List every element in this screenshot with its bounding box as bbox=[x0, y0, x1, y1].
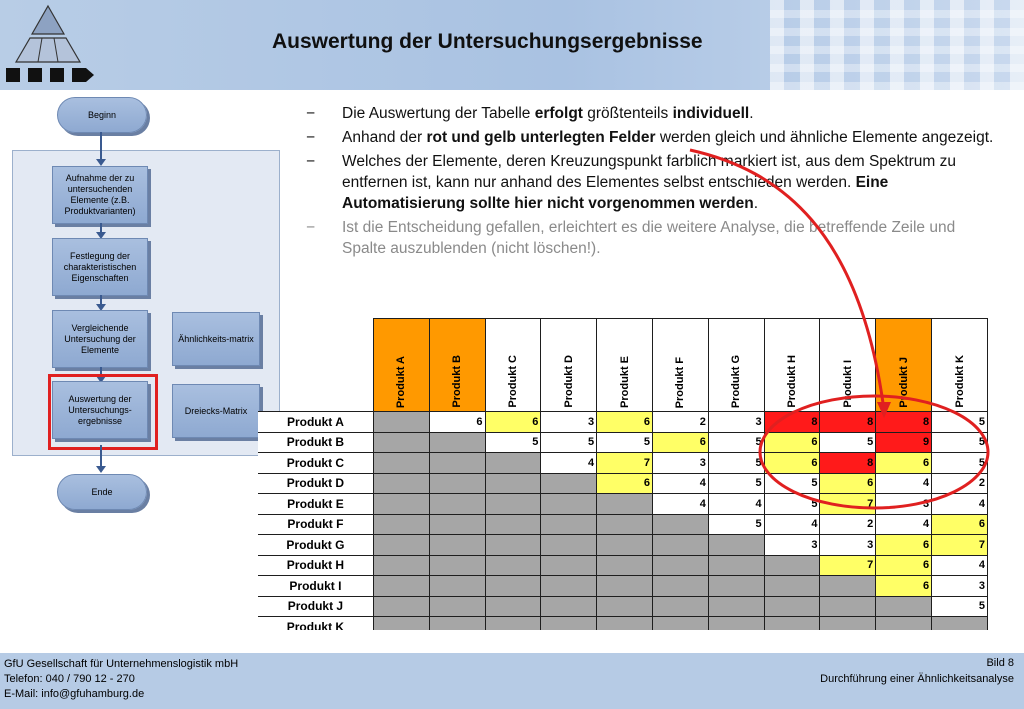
footer-bar bbox=[0, 653, 1024, 709]
header-grid-decoration bbox=[770, 0, 1024, 90]
flow-start-node bbox=[57, 97, 147, 133]
matrix-column-header bbox=[820, 319, 876, 412]
matrix-row bbox=[258, 535, 988, 556]
matrix-cell bbox=[485, 535, 541, 556]
matrix-column-header bbox=[764, 319, 820, 412]
matrix-cell bbox=[485, 617, 541, 631]
matrix-cell bbox=[429, 596, 485, 617]
matrix-cell bbox=[541, 514, 597, 535]
matrix-cell bbox=[373, 576, 429, 597]
bullet-bold: Eine Automatisierung sollte hier nicht vorgenommen werden bbox=[342, 174, 889, 212]
footer-email: E-Mail: info@gfuhamburg.de bbox=[4, 688, 145, 700]
matrix-cell: 5 bbox=[708, 432, 764, 453]
matrix-cell bbox=[429, 535, 485, 556]
flow-start-label: Beginn bbox=[87, 109, 117, 120]
header-bar bbox=[0, 0, 1024, 90]
matrix-cell: 9 bbox=[876, 432, 932, 453]
matrix-cell: 5 bbox=[932, 453, 988, 474]
matrix-cell bbox=[932, 617, 988, 631]
flow-step-aufnahme bbox=[52, 166, 148, 224]
matrix-row bbox=[258, 494, 988, 515]
matrix-cell: 8 bbox=[764, 412, 820, 433]
flow-end-node bbox=[57, 474, 147, 510]
matrix-cell: 4 bbox=[876, 473, 932, 494]
similarity-matrix bbox=[258, 318, 988, 630]
matrix-row-header: Produkt I bbox=[258, 576, 373, 597]
matrix-cell: 5 bbox=[820, 432, 876, 453]
matrix-cell bbox=[485, 514, 541, 535]
footer-company: GfU Gesellschaft für Unternehmenslogistik mbH bbox=[4, 658, 239, 670]
flow-step-vergleich-label: Vergleichende Untersuchung der Elemente bbox=[64, 322, 136, 355]
matrix-cell: 4 bbox=[932, 555, 988, 576]
matrix-column-header bbox=[932, 319, 988, 412]
bullet-item: − Ist die Entscheidung gefallen, erleichtert es die weitere Analyse, die betreffende Zeile und Spalte auszublenden (nicht löschen!). bbox=[306, 219, 956, 257]
matrix-cell bbox=[429, 473, 485, 494]
flow-side-dreiecksmatrix-label: Dreiecks-Matrix bbox=[184, 405, 248, 416]
matrix-cell bbox=[652, 576, 708, 597]
matrix-cell: 3 bbox=[932, 576, 988, 597]
matrix-row bbox=[258, 596, 988, 617]
matrix-cell: 6 bbox=[764, 432, 820, 453]
matrix-row bbox=[258, 412, 988, 433]
matrix-row bbox=[258, 617, 988, 631]
matrix-cell bbox=[429, 432, 485, 453]
bullet-bold: erfolgt bbox=[534, 105, 583, 122]
matrix-column-header bbox=[541, 319, 597, 412]
matrix-cell: 5 bbox=[541, 432, 597, 453]
bullet-text: werden gleich und ähnliche Elemente angezeigt. bbox=[655, 129, 994, 146]
matrix-cell: 2 bbox=[932, 473, 988, 494]
matrix-cell bbox=[764, 596, 820, 617]
matrix-cell bbox=[652, 555, 708, 576]
matrix-cell: 6 bbox=[876, 535, 932, 556]
matrix-cell: 3 bbox=[820, 535, 876, 556]
matrix-cell: 7 bbox=[932, 535, 988, 556]
matrix-cell bbox=[597, 617, 653, 631]
flow-arrow bbox=[100, 295, 102, 305]
matrix-table bbox=[258, 318, 988, 630]
matrix-cell: 2 bbox=[652, 412, 708, 433]
matrix-row bbox=[258, 576, 988, 597]
matrix-cell bbox=[652, 617, 708, 631]
matrix-cell: 5 bbox=[764, 473, 820, 494]
matrix-column-header bbox=[597, 319, 653, 412]
matrix-cell: 3 bbox=[764, 535, 820, 556]
company-logo-icon bbox=[4, 4, 96, 86]
matrix-row-header: Produkt F bbox=[258, 514, 373, 535]
matrix-row-header: Produkt J bbox=[258, 596, 373, 617]
matrix-cell bbox=[373, 514, 429, 535]
matrix-column-header bbox=[429, 319, 485, 412]
matrix-cell bbox=[764, 617, 820, 631]
matrix-cell: 6 bbox=[820, 473, 876, 494]
matrix-cell: 4 bbox=[708, 494, 764, 515]
matrix-cell bbox=[876, 617, 932, 631]
matrix-cell: 6 bbox=[652, 432, 708, 453]
matrix-column-label: Produkt I bbox=[841, 360, 854, 408]
matrix-cell: 2 bbox=[820, 514, 876, 535]
matrix-cell: 6 bbox=[764, 453, 820, 474]
matrix-column-header bbox=[876, 319, 932, 412]
matrix-column-label: Produkt D bbox=[562, 355, 575, 408]
matrix-cell: 4 bbox=[652, 473, 708, 494]
matrix-cell: 4 bbox=[764, 514, 820, 535]
flow-end-label: Ende bbox=[91, 486, 113, 497]
matrix-cell bbox=[429, 555, 485, 576]
matrix-cell: 5 bbox=[932, 432, 988, 453]
matrix-cell bbox=[541, 535, 597, 556]
matrix-cell: 6 bbox=[597, 473, 653, 494]
matrix-cell bbox=[373, 535, 429, 556]
matrix-cell bbox=[373, 494, 429, 515]
matrix-cell: 7 bbox=[820, 494, 876, 515]
matrix-cell bbox=[485, 494, 541, 515]
matrix-cell bbox=[541, 473, 597, 494]
matrix-cell bbox=[373, 473, 429, 494]
matrix-cell: 5 bbox=[597, 432, 653, 453]
matrix-column-label: Produkt J bbox=[897, 357, 910, 408]
flow-step-aufnahme-label: Aufnahme der zu untersuchenden Elemente (z.B. Produktvarianten) bbox=[64, 173, 136, 216]
matrix-cell bbox=[541, 576, 597, 597]
matrix-cell: 7 bbox=[820, 555, 876, 576]
matrix-row-header: Produkt D bbox=[258, 473, 373, 494]
matrix-cell bbox=[764, 555, 820, 576]
matrix-column-label: Produkt H bbox=[786, 355, 799, 408]
matrix-row bbox=[258, 432, 988, 453]
matrix-cell: 4 bbox=[876, 514, 932, 535]
matrix-column-label: Produkt F bbox=[674, 356, 687, 408]
matrix-cell bbox=[876, 596, 932, 617]
matrix-cell: 6 bbox=[485, 412, 541, 433]
bullet-item: − Anhand der rot und gelb unterlegten Felder werden gleich und ähnliche Elemente angezeigt. bbox=[306, 129, 994, 146]
matrix-cell: 5 bbox=[708, 514, 764, 535]
flow-side-dreiecksmatrix bbox=[172, 384, 260, 438]
matrix-column-header bbox=[373, 319, 429, 412]
matrix-cell bbox=[429, 617, 485, 631]
matrix-cell: 5 bbox=[932, 596, 988, 617]
bullet-item: − Welches der Elemente, deren Kreuzungspunkt farblich markiert ist, aus dem Spektrum zu entfernen ist, kann nur anhand des Elementes selbst entschieden werden. Eine Automatisierung sollte hier nicht vorgenommen werden. bbox=[306, 153, 956, 212]
matrix-cell bbox=[373, 596, 429, 617]
bullet-text: Ist die Entscheidung gefallen, erleichtert es die weitere Analyse, die betreffende Zeile und Spalte auszublenden (nicht löschen!). bbox=[342, 219, 956, 257]
matrix-cell: 8 bbox=[820, 453, 876, 474]
matrix-cell: 3 bbox=[541, 412, 597, 433]
matrix-cell bbox=[597, 535, 653, 556]
matrix-cell: 6 bbox=[876, 555, 932, 576]
matrix-cell: 4 bbox=[541, 453, 597, 474]
matrix-column-header bbox=[652, 319, 708, 412]
matrix-cell bbox=[820, 596, 876, 617]
matrix-cell: 5 bbox=[485, 432, 541, 453]
matrix-cell: 4 bbox=[932, 494, 988, 515]
matrix-column-header bbox=[485, 319, 541, 412]
flow-arrow bbox=[100, 132, 102, 160]
bullet-bold: individuell bbox=[672, 105, 750, 122]
matrix-row bbox=[258, 555, 988, 576]
bullet-text: . bbox=[753, 195, 758, 212]
matrix-column-label: Produkt C bbox=[506, 355, 519, 408]
matrix-cell bbox=[597, 514, 653, 535]
matrix-cell: 6 bbox=[429, 412, 485, 433]
matrix-cell bbox=[373, 432, 429, 453]
matrix-row bbox=[258, 453, 988, 474]
flow-step-auswertung-label: Auswertung der Untersuchungs-ergebnisse bbox=[68, 393, 132, 426]
matrix-cell bbox=[373, 412, 429, 433]
matrix-row-header: Produkt B bbox=[258, 432, 373, 453]
flow-arrow bbox=[100, 445, 102, 467]
footer-topic: Durchführung einer Ähnlichkeitsanalyse bbox=[820, 673, 1014, 685]
flow-step-festlegung-label: Festlegung der charakteristischen Eigenschaften bbox=[63, 250, 137, 283]
matrix-corner bbox=[258, 319, 373, 412]
matrix-row bbox=[258, 473, 988, 494]
matrix-cell bbox=[652, 514, 708, 535]
matrix-cell bbox=[373, 555, 429, 576]
bullet-text: . bbox=[749, 105, 754, 122]
matrix-cell: 6 bbox=[932, 514, 988, 535]
matrix-cell: 8 bbox=[820, 412, 876, 433]
matrix-cell: 3 bbox=[708, 412, 764, 433]
matrix-cell: 5 bbox=[708, 453, 764, 474]
matrix-cell bbox=[485, 453, 541, 474]
matrix-cell bbox=[708, 596, 764, 617]
matrix-cell bbox=[485, 473, 541, 494]
matrix-cell bbox=[429, 514, 485, 535]
page-title: Auswertung der Untersuchungsergebnisse bbox=[272, 30, 703, 53]
matrix-cell bbox=[485, 576, 541, 597]
matrix-cell bbox=[429, 494, 485, 515]
bullet-list bbox=[306, 103, 996, 262]
bullet-text: Die Auswertung der Tabelle bbox=[342, 105, 535, 122]
matrix-row-header: Produkt K bbox=[258, 617, 373, 631]
matrix-cell bbox=[541, 555, 597, 576]
flow-highlight-frame bbox=[48, 374, 158, 450]
matrix-cell bbox=[652, 596, 708, 617]
matrix-column-header bbox=[708, 319, 764, 412]
matrix-row-header: Produkt A bbox=[258, 412, 373, 433]
matrix-column-label: Produkt K bbox=[953, 355, 966, 408]
matrix-row-header: Produkt E bbox=[258, 494, 373, 515]
matrix-cell bbox=[764, 576, 820, 597]
matrix-row-header: Produkt H bbox=[258, 555, 373, 576]
flow-arrow bbox=[100, 223, 102, 233]
matrix-cell bbox=[597, 576, 653, 597]
matrix-cell: 3 bbox=[876, 494, 932, 515]
bullet-text: Welches der Elemente, deren Kreuzungspunkt farblich markiert ist, aus dem Spektrum zu entfernen ist, kann nur anhand des Elementes selbst entschieden werden. bbox=[342, 153, 956, 191]
matrix-cell bbox=[652, 535, 708, 556]
matrix-cell: 4 bbox=[652, 494, 708, 515]
flow-step-vergleich bbox=[52, 310, 148, 368]
matrix-cell: 6 bbox=[876, 453, 932, 474]
matrix-cell bbox=[373, 453, 429, 474]
matrix-cell: 6 bbox=[597, 412, 653, 433]
matrix-cell bbox=[597, 494, 653, 515]
matrix-cell: 3 bbox=[652, 453, 708, 474]
matrix-cell bbox=[485, 596, 541, 617]
matrix-column-label: Produkt G bbox=[730, 354, 743, 408]
matrix-column-label: Produkt A bbox=[395, 355, 408, 408]
matrix-cell: 5 bbox=[708, 473, 764, 494]
matrix-row bbox=[258, 514, 988, 535]
flow-side-aehnlichkeitsmatrix bbox=[172, 312, 260, 366]
flow-step-festlegung bbox=[52, 238, 148, 296]
bullet-bold: rot und gelb unterlegten Felder bbox=[426, 129, 656, 146]
matrix-row-header: Produkt G bbox=[258, 535, 373, 556]
matrix-column-label: Produkt B bbox=[451, 355, 464, 408]
matrix-cell bbox=[708, 576, 764, 597]
bullet-text: Anhand der bbox=[342, 129, 427, 146]
matrix-cell: 5 bbox=[764, 494, 820, 515]
matrix-row-header: Produkt C bbox=[258, 453, 373, 474]
matrix-cell: 5 bbox=[932, 412, 988, 433]
matrix-cell bbox=[541, 617, 597, 631]
matrix-column-label: Produkt E bbox=[618, 356, 631, 408]
bullet-item: − Die Auswertung der Tabelle erfolgt größtenteils individuell. bbox=[306, 105, 754, 122]
matrix-cell bbox=[541, 596, 597, 617]
footer-phone: Telefon: 040 / 790 12 - 270 bbox=[4, 673, 135, 685]
matrix-cell bbox=[373, 617, 429, 631]
matrix-cell bbox=[429, 453, 485, 474]
bullet-text: größtenteils bbox=[582, 105, 673, 122]
footer-slide-number: Bild 8 bbox=[986, 657, 1014, 669]
matrix-cell: 8 bbox=[876, 412, 932, 433]
matrix-cell: 6 bbox=[876, 576, 932, 597]
matrix-cell bbox=[541, 494, 597, 515]
matrix-cell bbox=[708, 617, 764, 631]
matrix-cell bbox=[429, 576, 485, 597]
matrix-cell: 7 bbox=[597, 453, 653, 474]
matrix-cell bbox=[820, 617, 876, 631]
footer-contact bbox=[4, 657, 238, 702]
matrix-cell bbox=[597, 555, 653, 576]
matrix-cell bbox=[485, 555, 541, 576]
matrix-cell bbox=[820, 576, 876, 597]
matrix-cell bbox=[708, 535, 764, 556]
flow-side-aehnlichkeitsmatrix-label: Ähnlichkeits-matrix bbox=[178, 333, 254, 344]
matrix-cell bbox=[708, 555, 764, 576]
matrix-cell bbox=[597, 596, 653, 617]
